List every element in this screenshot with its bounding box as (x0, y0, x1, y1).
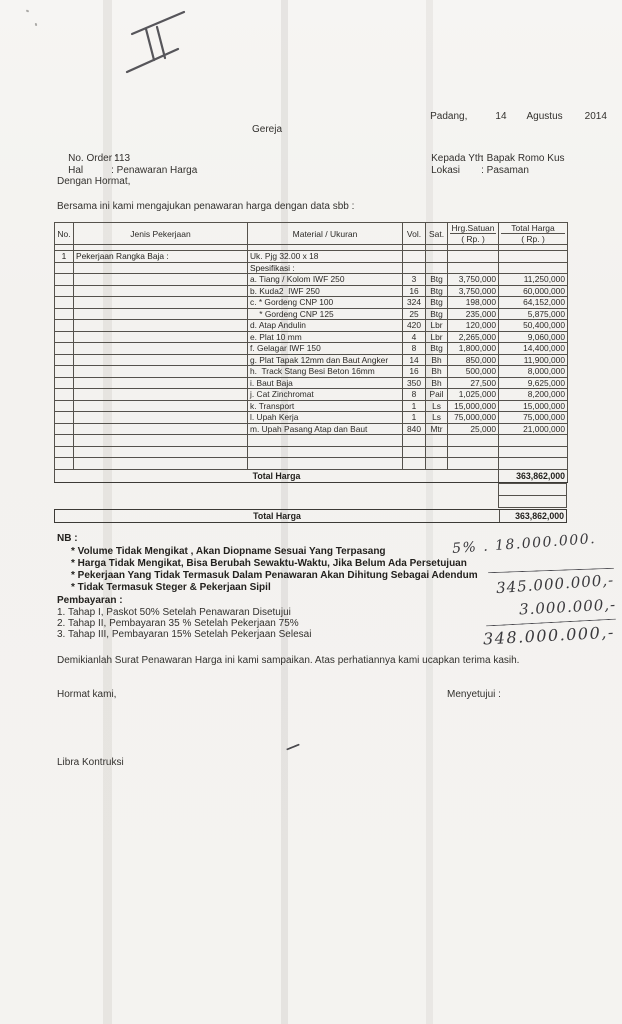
cell-material (248, 458, 403, 470)
cell-material: a. Tiang / Kolom IWF 250 (248, 274, 403, 286)
cell-total: 9,060,000 (499, 331, 568, 343)
cell-jenis (74, 354, 248, 366)
cell-total: 75,000,000 (499, 412, 568, 424)
table-row (55, 446, 568, 458)
cell-material: d. Atap Andulin (248, 320, 403, 332)
cell-no (55, 262, 74, 274)
order-label: No. Order : (68, 153, 118, 164)
cell-vol: 1 (403, 400, 426, 412)
cell-vol: 840 (403, 423, 426, 435)
cell-vol: 8 (403, 343, 426, 355)
table-row (55, 366, 568, 378)
cell-total: 9,625,000 (499, 377, 568, 389)
cell-vol: 324 (403, 297, 426, 309)
table-extension-column (498, 484, 567, 508)
cell-sat: Btg (426, 343, 448, 355)
cell-no (55, 377, 74, 389)
total-label: Total Harga (55, 469, 499, 482)
cell-sat: Ls (426, 412, 448, 424)
table-row (55, 285, 568, 297)
company-name: Libra Kontruksi (57, 757, 124, 768)
table-row (55, 412, 568, 424)
cell-no (55, 343, 74, 355)
payment-term: 2. Tahap II, Pembayaran 35 % Setelah Pekerjaan 75% (57, 618, 299, 629)
cell-jenis (74, 458, 248, 470)
cell-hrg: 1,800,000 (448, 343, 499, 355)
recipient-label: Kepada Yth (431, 153, 484, 164)
cell-total: 11,900,000 (499, 354, 568, 366)
cell-total: 60,000,000 (499, 285, 568, 297)
cell-sat: Ls (426, 400, 448, 412)
handwritten-amount-total: 348.000.000,- (482, 622, 616, 649)
cell-material: g. Plat Tapak 12mm dan Baut Angker (248, 354, 403, 366)
cell-hrg: 75,000,000 (448, 412, 499, 424)
cell-total: 21,000,000 (499, 423, 568, 435)
nb-note: * Tidak Termasuk Steger & Pekerjaan Sipil (71, 582, 271, 593)
cell-hrg: 198,000 (448, 297, 499, 309)
cell-vol: 3 (403, 274, 426, 286)
cell-jenis (74, 331, 248, 343)
cell-hrg: 27,500 (448, 377, 499, 389)
pencil-mark (26, 10, 30, 13)
cell-no (55, 366, 74, 378)
cell-material: j. Cat Zinchromat (248, 389, 403, 401)
pencil-mark (35, 23, 38, 26)
cell-no (55, 331, 74, 343)
cell-hrg (448, 262, 499, 274)
cell-sat: Btg (426, 274, 448, 286)
cell-material (248, 446, 403, 458)
cell-sat (426, 458, 448, 470)
cell-material: k. Transport (248, 400, 403, 412)
quotation-table (54, 222, 568, 483)
cell-material (248, 435, 403, 447)
cell-sat: Btg (426, 285, 448, 297)
cell-vol: 25 (403, 308, 426, 320)
cell-total: 8,200,000 (499, 389, 568, 401)
cell-no: 1 (55, 251, 74, 263)
cell-no (55, 354, 74, 366)
cell-hrg: 500,000 (448, 366, 499, 378)
cell-vol: 16 (403, 366, 426, 378)
cell-hrg: 3,750,000 (448, 274, 499, 286)
cell-material: i. Baut Baja (248, 377, 403, 389)
cell-sat: Bh (426, 366, 448, 378)
cell-vol: 16 (403, 285, 426, 297)
empty-cell (498, 495, 567, 508)
cell-jenis (74, 320, 248, 332)
cell-jenis (74, 435, 248, 447)
cell-sat (426, 251, 448, 263)
payment-term: 3. Tahap III, Pembayaran 15% Setelah Pekerjaan Selesai (57, 629, 312, 640)
cell-total: 64,152,000 (499, 297, 568, 309)
col-header-jenis: Jenis Pekerjaan (74, 223, 248, 245)
col-header-no: No. (55, 223, 74, 245)
payment-label: Pembayaran : (57, 595, 123, 606)
cell-jenis (74, 423, 248, 435)
cell-jenis (74, 400, 248, 412)
cell-jenis (74, 285, 248, 297)
intro-sentence: Bersama ini kami mengajukan penawaran harga dengan data sbb : (57, 201, 355, 212)
cell-total: 14,400,000 (499, 343, 568, 355)
table-row (55, 354, 568, 366)
table-row (55, 458, 568, 470)
cell-total (499, 458, 568, 470)
closing-statement: Demikianlah Surat Penawaran Harga ini kami sampaikan. Atas perhatiannya kami ucapkan terima kasih. (57, 655, 520, 666)
center-note: Gereja (252, 124, 283, 135)
cell-jenis (74, 308, 248, 320)
cell-sat (426, 446, 448, 458)
sender-signature-label: Hormat kami, (57, 689, 117, 700)
date-month: Agustus (526, 111, 563, 122)
cell-material: Uk. Pjg 32.00 x 18 (248, 251, 403, 263)
total-row-1 (55, 469, 568, 482)
cell-vol (403, 446, 426, 458)
cell-total: 8,000,000 (499, 366, 568, 378)
salutation: Dengan Hormat, (57, 176, 131, 187)
cell-no (55, 400, 74, 412)
handwritten-amount-2: 3.000.000,- (518, 595, 617, 619)
cell-jenis: Pekerjaan Rangka Baja : (74, 251, 248, 263)
col-header-unit-price: Hrg.Satuan ( Rp. ) (448, 223, 499, 245)
cell-hrg: 25,000 (448, 423, 499, 435)
total-value: 363,862,000 (499, 469, 568, 482)
cell-sat: Btg (426, 308, 448, 320)
table-row (55, 262, 568, 274)
cell-no (55, 389, 74, 401)
date-line (419, 99, 607, 135)
date-day: 14 (495, 111, 507, 122)
nb-note: * Pekerjaan Yang Tidak Termasuk Dalam Penawaran Akan Dihitung Sebagai Adendum (71, 570, 478, 581)
subject-label: Hal (68, 165, 84, 176)
cell-hrg: 15,000,000 (448, 400, 499, 412)
cell-no (55, 285, 74, 297)
cell-jenis (74, 377, 248, 389)
table-row (55, 308, 568, 320)
cell-jenis (74, 297, 248, 309)
cell-material: l. Upah Kerja (248, 412, 403, 424)
cell-sat: Bh (426, 377, 448, 389)
cell-total (499, 435, 568, 447)
table-row (55, 331, 568, 343)
cell-no (55, 320, 74, 332)
cell-sat: Lbr (426, 331, 448, 343)
subject-value: : Penawaran Harga (111, 165, 198, 176)
order-value: 113 (114, 153, 131, 164)
col-header-sat: Sat. (426, 223, 448, 245)
cell-sat: Pail (426, 389, 448, 401)
handwritten-percent-note: 5% . 18.000.000. (451, 530, 597, 558)
cell-total (499, 262, 568, 274)
cell-no (55, 458, 74, 470)
cell-sat: Lbr (426, 320, 448, 332)
cell-jenis (74, 343, 248, 355)
cell-hrg: 2,265,000 (448, 331, 499, 343)
cell-vol (403, 262, 426, 274)
location-line (420, 153, 529, 189)
nb-label: NB : (57, 533, 78, 544)
cell-hrg (448, 251, 499, 263)
cell-hrg: 1,025,000 (448, 389, 499, 401)
grand-total-row (54, 509, 567, 523)
nb-note: * Harga Tidak Mengikat, Bisa Berubah Sewaktu-Waktu, Jika Belum Ada Persetujuan (71, 558, 467, 569)
cell-hrg: 3,750,000 (448, 285, 499, 297)
nb-note: * Volume Tidak Mengikat , Akan Diopname Sesuai Yang Terpasang (71, 546, 386, 557)
table-row (55, 251, 568, 263)
table-row (55, 389, 568, 401)
cell-material: b. Kuda2 IWF 250 (248, 285, 403, 297)
cell-hrg (448, 458, 499, 470)
cell-vol: 4 (403, 331, 426, 343)
pen-tick-mark (286, 743, 300, 750)
cell-material: m. Upah Pasang Atap dan Baut (248, 423, 403, 435)
cell-no (55, 412, 74, 424)
cell-vol: 8 (403, 389, 426, 401)
cell-jenis (74, 446, 248, 458)
table-row (55, 400, 568, 412)
cell-total: 50,400,000 (499, 320, 568, 332)
cell-vol: 350 (403, 377, 426, 389)
handwritten-amount-1: 345.000.000,- (495, 570, 615, 598)
cell-sat (426, 435, 448, 447)
table-row (55, 297, 568, 309)
table-row (55, 435, 568, 447)
cell-material: c. * Gordeng CNP 100 (248, 297, 403, 309)
table-header-row (55, 223, 568, 245)
grand-total-label: Total Harga (55, 510, 500, 522)
cell-material: h. Track Stang Besi Beton 16mm (248, 366, 403, 378)
cell-no (55, 297, 74, 309)
cell-total: 5,875,000 (499, 308, 568, 320)
cell-material: e. Plat 10 mm (248, 331, 403, 343)
cell-hrg (448, 446, 499, 458)
cell-hrg: 235,000 (448, 308, 499, 320)
cell-vol: 14 (403, 354, 426, 366)
cell-hrg: 120,000 (448, 320, 499, 332)
location-label: Lokasi (431, 165, 461, 176)
col-header-vol: Vol. (403, 223, 426, 245)
cell-jenis (74, 366, 248, 378)
cell-material: Spesifikasi : (248, 262, 403, 274)
payment-term: 1. Tahap I, Paskot 50% Setelah Penawaran Disetujui (57, 607, 291, 618)
cell-no (55, 308, 74, 320)
cell-hrg: 850,000 (448, 354, 499, 366)
cell-sat: Mtr (426, 423, 448, 435)
city: Padang, (430, 111, 468, 122)
cell-vol (403, 251, 426, 263)
cell-jenis (74, 389, 248, 401)
location-value: : Pasaman (481, 165, 529, 176)
cell-jenis (74, 412, 248, 424)
cell-total: 15,000,000 (499, 400, 568, 412)
col-header-material: Material / Ukuran (248, 223, 403, 245)
cell-total (499, 251, 568, 263)
table-row (55, 274, 568, 286)
cell-material: * Gordeng CNP 125 (248, 308, 403, 320)
cell-vol (403, 435, 426, 447)
cell-sat: Bh (426, 354, 448, 366)
cell-vol (403, 458, 426, 470)
cell-total: 11,250,000 (499, 274, 568, 286)
cell-total (499, 446, 568, 458)
cell-sat: Btg (426, 297, 448, 309)
cell-no (55, 446, 74, 458)
date-year: 2014 (584, 111, 607, 122)
table-row (55, 320, 568, 332)
grand-total-value: 363,862,000 (515, 511, 564, 521)
cell-no (55, 274, 74, 286)
table-row (55, 423, 568, 435)
handwritten-page-mark-II-icon (118, 2, 200, 80)
cell-sat (426, 262, 448, 274)
cell-material: f. Gelagar IWF 150 (248, 343, 403, 355)
cell-hrg (448, 435, 499, 447)
approver-signature-label: Menyetujui : (447, 689, 501, 700)
table-row (55, 377, 568, 389)
cell-no (55, 435, 74, 447)
cell-no (55, 423, 74, 435)
cell-jenis (74, 262, 248, 274)
cell-vol: 420 (403, 320, 426, 332)
cell-jenis (74, 274, 248, 286)
table-body (55, 251, 568, 470)
table-row (55, 343, 568, 355)
recipient-value: : Bapak Romo Kus (481, 153, 565, 164)
cell-vol: 1 (403, 412, 426, 424)
col-header-total-price: Total Harga ( Rp. ) (499, 223, 568, 245)
